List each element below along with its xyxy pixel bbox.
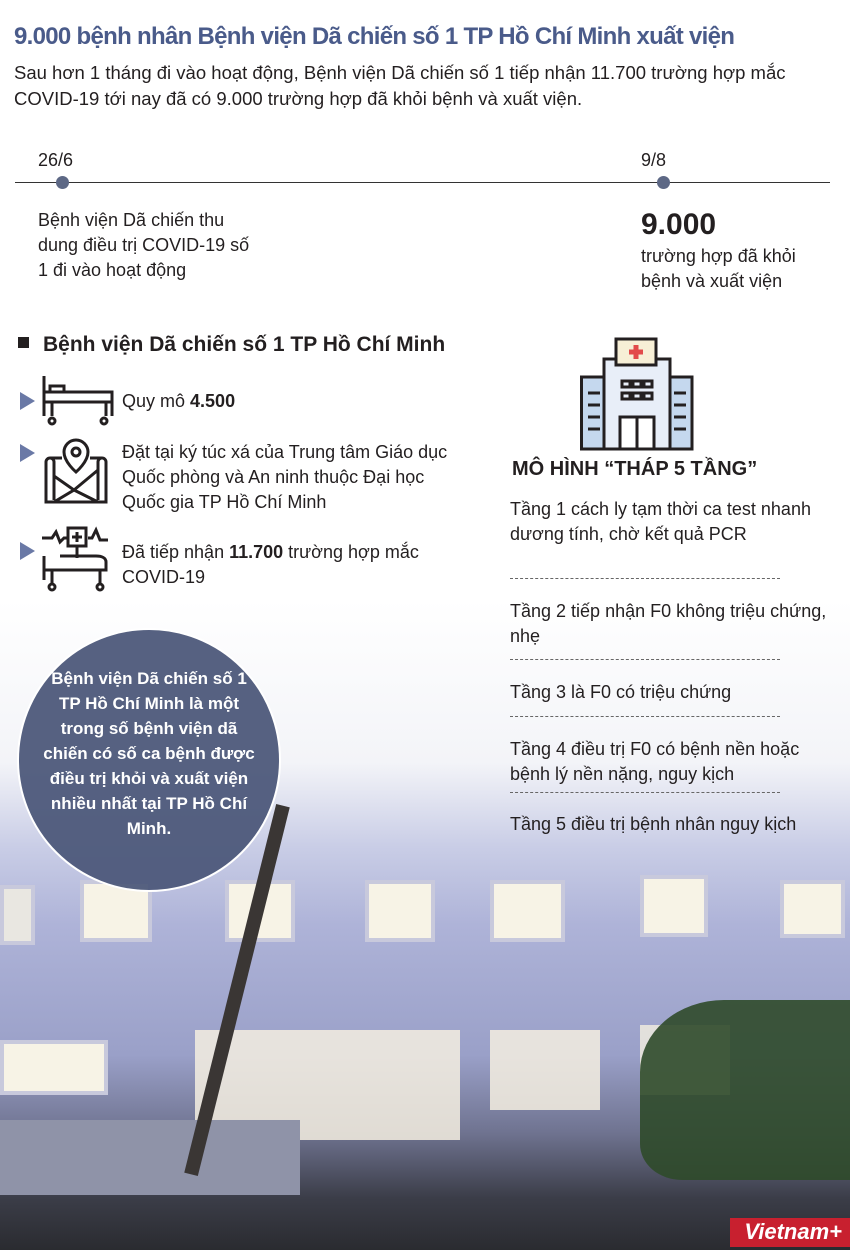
info-item: Đặt tại ký túc xá của Trung tâm Giáo dục Quốc phòng và An ninh thuộc Đại học Quốc gia TP Hồ Chí Minh bbox=[122, 442, 448, 512]
arrow-icon bbox=[20, 542, 35, 560]
floor-item: Tầng 3 là F0 có triệu chứng bbox=[510, 682, 732, 702]
info-item bbox=[122, 389, 235, 414]
window bbox=[640, 875, 708, 937]
hospital-building-icon bbox=[580, 337, 694, 451]
window bbox=[490, 880, 565, 942]
section-heading bbox=[18, 333, 488, 357]
timeline-dot bbox=[56, 176, 69, 189]
floor-item: Tầng 5 điều trị bệnh nhân nguy kịch bbox=[510, 814, 797, 834]
floor-item: Tầng 4 điều trị F0 có bệnh nền hoặc bệnh lý nền nặng, nguy kịch bbox=[510, 739, 800, 784]
vietnamplus-logo: Vietnam+ bbox=[730, 1218, 850, 1247]
info-text: trường hợp mắc COVID-19 bbox=[122, 542, 419, 587]
divider bbox=[510, 792, 780, 793]
timeline-dot bbox=[657, 176, 670, 189]
wall bbox=[0, 1120, 300, 1195]
lit-entrance bbox=[490, 1030, 600, 1110]
divider bbox=[510, 716, 780, 717]
timeline-line bbox=[15, 182, 830, 183]
info-number: 11.700 bbox=[229, 542, 284, 562]
highlight-circle: Bệnh viện Dã chiến số 1 TP Hồ Chí Minh là một trong số bệnh viện dã chiến có số ca bệnh được điều trị khỏi và xuất viện nhiều nhất tại TP Hồ Chí Minh. bbox=[17, 628, 281, 892]
arrow-icon bbox=[20, 444, 35, 462]
timeline-text: Bệnh viện Dã chiến thu dung điều trị COVID-19 số 1 đi vào hoạt động bbox=[38, 210, 250, 280]
window bbox=[365, 880, 435, 942]
hospital-bed-icon bbox=[40, 374, 116, 426]
page-subtitle: Sau hơn 1 tháng đi vào hoạt động, Bệnh viện Dã chiến số 1 tiếp nhận 11.700 trường hợp mắc COVID-19 tới nay đã có 9.000 trường hợp đã khỏi bệnh và xuất viện. bbox=[14, 62, 786, 109]
window bbox=[0, 1040, 108, 1095]
model-title: MÔ HÌNH “THÁP 5 TẦNG” bbox=[512, 458, 758, 480]
section-title: Bệnh viện Dã chiến số 1 TP Hồ Chí Minh bbox=[43, 333, 446, 356]
arrow-icon bbox=[20, 392, 35, 410]
info-number: 4.500 bbox=[190, 391, 236, 411]
floor-item: Tầng 2 tiếp nhận F0 không triệu chứng, nhẹ bbox=[510, 601, 827, 646]
page-title: 9.000 bệnh nhân Bệnh viện Dã chiến số 1 TP Hồ Chí Minh xuất viện bbox=[14, 23, 735, 50]
info-item bbox=[122, 540, 432, 590]
window bbox=[780, 880, 845, 938]
divider bbox=[510, 578, 780, 579]
floor-item: Tầng 1 cách ly tạm thời ca test nhanh dương tính, chờ kết quả PCR bbox=[510, 499, 811, 544]
patient-monitor-icon bbox=[40, 526, 110, 592]
timeline-date: 26/6 bbox=[38, 150, 74, 170]
info-text: Đã tiếp nhận bbox=[122, 542, 230, 562]
bullet-square bbox=[18, 337, 29, 348]
divider bbox=[510, 659, 780, 660]
window bbox=[0, 885, 35, 945]
trees bbox=[640, 1000, 850, 1180]
info-text: Quy mô bbox=[122, 391, 191, 411]
map-pin-icon bbox=[40, 436, 112, 508]
timeline-text: trường hợp đã khỏi bệnh và xuất viện bbox=[641, 246, 796, 291]
timeline-number: 9.000 bbox=[641, 208, 717, 241]
timeline-date: 9/8 bbox=[641, 150, 667, 170]
